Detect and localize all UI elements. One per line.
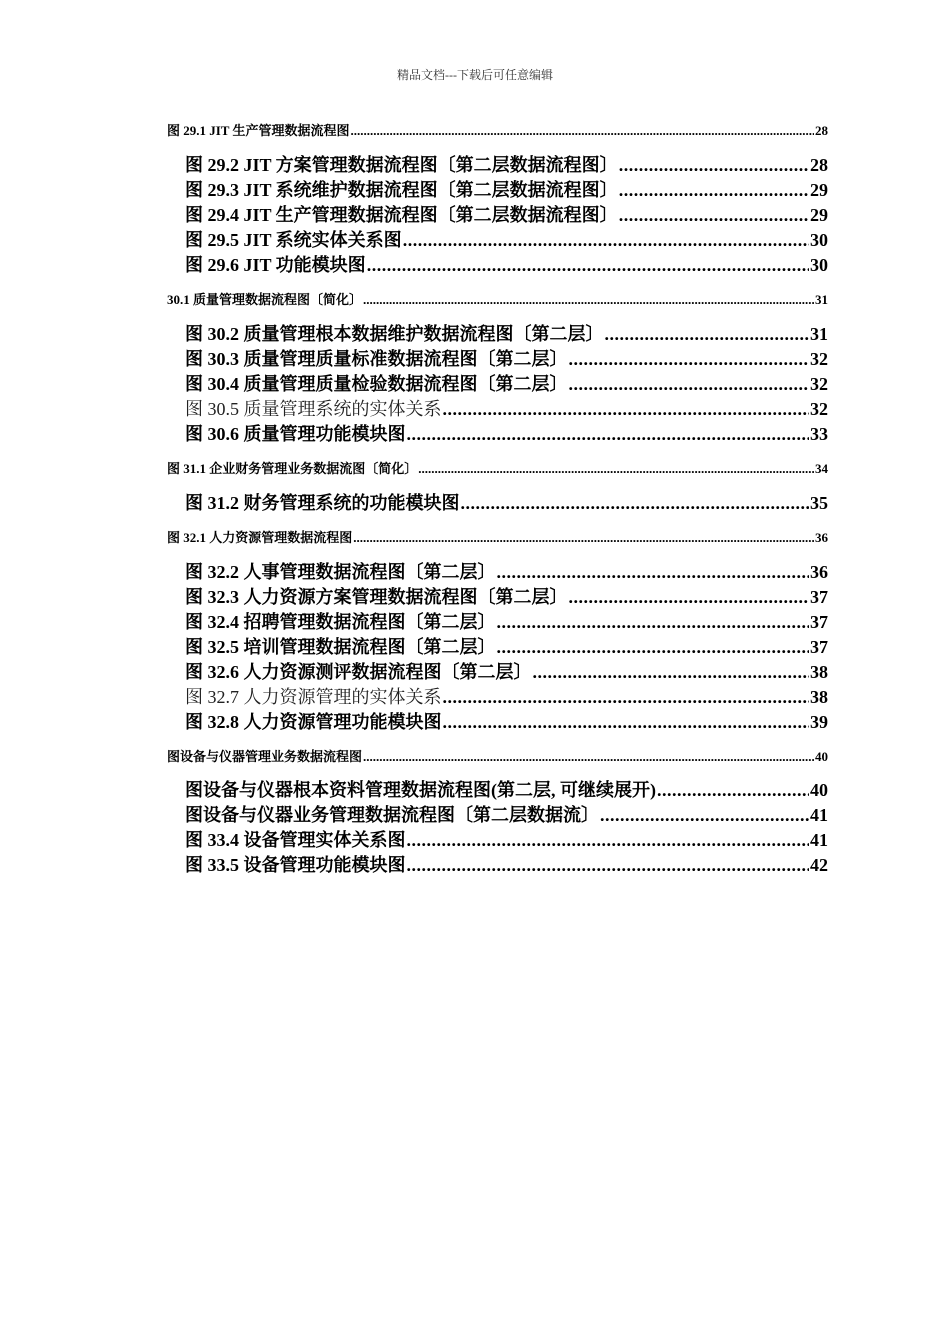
dot-leader bbox=[351, 123, 815, 139]
toc-entry-title: 图设备与仪器根本资料管理数据流程图(第二层, 可继续展开) bbox=[185, 780, 656, 800]
dot-leader bbox=[461, 493, 810, 514]
dot-leader bbox=[569, 587, 810, 608]
toc-entry-title: 图 29.6 JIT 功能模块图 bbox=[185, 255, 366, 275]
toc-entry[interactable] bbox=[185, 176, 828, 202]
toc-entry[interactable] bbox=[185, 395, 828, 421]
toc-entry[interactable] bbox=[167, 120, 828, 139]
toc-entry-title: 图 32.5 培训管理数据流程图〔第二层〕 bbox=[185, 637, 496, 657]
toc-entry-title: 图 31.2 财务管理系统的功能模块图 bbox=[185, 493, 460, 513]
toc-entry-title: 图 33.5 设备管理功能模块图 bbox=[185, 855, 406, 875]
dot-leader bbox=[497, 562, 810, 583]
toc-entry-title: 图 29.4 JIT 生产管理数据流程图〔第二层数据流程图〕 bbox=[185, 205, 618, 225]
dot-leader bbox=[497, 637, 810, 658]
toc-entry-page: 37 bbox=[810, 587, 828, 607]
dot-leader bbox=[353, 530, 814, 546]
toc-entry[interactable] bbox=[167, 289, 828, 308]
toc-entry-page: 41 bbox=[810, 805, 828, 825]
dot-leader bbox=[619, 205, 809, 226]
toc-entry-page: 41 bbox=[810, 830, 828, 850]
toc-entry[interactable] bbox=[185, 633, 828, 659]
toc-entry-page: 35 bbox=[810, 493, 828, 513]
toc-entry-page: 29 bbox=[810, 205, 828, 225]
toc-entry-title: 图设备与仪器业务管理数据流程图〔第二层数据流〕 bbox=[185, 805, 599, 825]
toc-entry-title: 图 29.1 JIT 生产管理数据流程图 bbox=[167, 123, 350, 138]
toc-entry-page: 37 bbox=[810, 612, 828, 632]
dot-leader bbox=[403, 230, 809, 251]
toc-entry[interactable] bbox=[185, 489, 828, 515]
dot-leader bbox=[569, 374, 810, 395]
toc-entry-title: 图 29.5 JIT 系统实体关系图 bbox=[185, 230, 402, 250]
dot-leader bbox=[600, 805, 809, 826]
toc-entry-title: 图 30.5 质量管理系统的实体关系 bbox=[185, 399, 442, 419]
toc-entry[interactable] bbox=[185, 558, 828, 584]
toc-entry-title: 30.1 质量管理数据流程图〔简化〕 bbox=[167, 292, 363, 307]
toc-entry-page: 40 bbox=[810, 780, 828, 800]
toc-entry[interactable] bbox=[185, 801, 828, 827]
toc-entry-page: 34 bbox=[815, 461, 828, 476]
toc-entry[interactable] bbox=[185, 201, 828, 227]
toc-entry-page: 30 bbox=[810, 230, 828, 250]
toc-entry-page: 30 bbox=[810, 255, 828, 275]
dot-leader bbox=[619, 180, 809, 201]
toc-entry-title: 图 31.1 企业财务管理业务数据流图〔简化〕 bbox=[167, 461, 418, 476]
toc-entry-page: 38 bbox=[810, 687, 828, 707]
toc-entry-title: 图 29.3 JIT 系统维护数据流程图〔第二层数据流程图〕 bbox=[185, 180, 618, 200]
toc-entry[interactable] bbox=[185, 851, 828, 877]
dot-leader bbox=[443, 399, 810, 420]
dot-leader bbox=[367, 255, 809, 276]
toc-entry-title: 图设备与仪器管理业务数据流程图 bbox=[167, 749, 363, 764]
toc-entry-page: 38 bbox=[810, 662, 828, 682]
dot-leader bbox=[533, 662, 810, 683]
toc-entry[interactable] bbox=[185, 251, 828, 277]
toc-entry[interactable] bbox=[185, 583, 828, 609]
toc-entry-page: 28 bbox=[815, 123, 828, 138]
toc-entry-page: 42 bbox=[810, 855, 828, 875]
toc-entry[interactable] bbox=[167, 527, 828, 546]
toc-entry-page: 29 bbox=[810, 180, 828, 200]
toc-entry-title: 图 32.3 人力资源方案管理数据流程图〔第二层〕 bbox=[185, 587, 568, 607]
dot-leader bbox=[418, 461, 814, 477]
toc-entry-title: 图 29.2 JIT 方案管理数据流程图〔第二层数据流程图〕 bbox=[185, 155, 618, 175]
toc-entry-page: 39 bbox=[810, 712, 828, 732]
dot-leader bbox=[657, 780, 809, 801]
toc-entry[interactable] bbox=[185, 420, 828, 446]
toc-entry[interactable] bbox=[185, 683, 828, 709]
toc-entry[interactable] bbox=[185, 658, 828, 684]
toc-entry[interactable] bbox=[185, 226, 828, 252]
dot-leader bbox=[443, 687, 810, 708]
toc-entry-page: 31 bbox=[810, 324, 828, 344]
toc-entry-page: 40 bbox=[815, 749, 828, 764]
toc-entry[interactable] bbox=[185, 345, 828, 371]
toc-entry-title: 图 32.4 招聘管理数据流程图〔第二层〕 bbox=[185, 612, 496, 632]
toc-entry[interactable] bbox=[185, 608, 828, 634]
toc-entry-title: 图 32.8 人力资源管理功能模块图 bbox=[185, 712, 442, 732]
toc-entry[interactable] bbox=[185, 370, 828, 396]
toc-entry-title: 图 33.4 设备管理实体关系图 bbox=[185, 830, 406, 850]
toc-entry-page: 32 bbox=[810, 349, 828, 369]
toc-entry-page: 37 bbox=[810, 637, 828, 657]
page-header: 精品文档---下载后可任意编辑 bbox=[397, 68, 553, 82]
toc-entry-title: 图 32.2 人事管理数据流程图〔第二层〕 bbox=[185, 562, 496, 582]
toc-entry[interactable] bbox=[185, 708, 828, 734]
toc-entry-page: 31 bbox=[815, 292, 828, 307]
dot-leader bbox=[407, 830, 810, 851]
toc-entry[interactable] bbox=[185, 826, 828, 852]
toc-entry-title: 图 30.2 质量管理根本数据维护数据流程图〔第二层〕 bbox=[185, 324, 604, 344]
dot-leader bbox=[363, 292, 814, 308]
toc-entry-title: 图 30.4 质量管理质量检验数据流程图〔第二层〕 bbox=[185, 374, 568, 394]
dot-leader bbox=[407, 855, 810, 876]
toc-entry[interactable] bbox=[185, 320, 828, 346]
toc-entry-page: 36 bbox=[810, 562, 828, 582]
toc-entry-page: 33 bbox=[810, 424, 828, 444]
toc-entry-page: 32 bbox=[810, 374, 828, 394]
dot-leader bbox=[443, 712, 810, 733]
toc-entry-page: 28 bbox=[810, 155, 828, 175]
toc-entry[interactable] bbox=[167, 746, 828, 765]
toc-entry-title: 图 30.3 质量管理质量标准数据流程图〔第二层〕 bbox=[185, 349, 568, 369]
toc-entry-page: 32 bbox=[810, 399, 828, 419]
toc-entry[interactable] bbox=[185, 151, 828, 177]
dot-leader bbox=[407, 424, 810, 445]
toc-entry-title: 图 30.6 质量管理功能模块图 bbox=[185, 424, 406, 444]
toc-entry[interactable] bbox=[167, 458, 828, 477]
dot-leader bbox=[569, 349, 810, 370]
toc-entry-title: 图 32.6 人力资源测评数据流程图〔第二层〕 bbox=[185, 662, 532, 682]
toc-entry-title: 图 32.1 人力资源管理数据流程图 bbox=[167, 530, 353, 545]
toc-entry-title: 图 32.7 人力资源管理的实体关系 bbox=[185, 687, 442, 707]
toc-entry[interactable] bbox=[185, 776, 828, 802]
dot-leader bbox=[605, 324, 810, 345]
dot-leader bbox=[619, 155, 809, 176]
dot-leader bbox=[497, 612, 810, 633]
dot-leader bbox=[363, 749, 814, 765]
toc-entry-page: 36 bbox=[815, 530, 828, 545]
